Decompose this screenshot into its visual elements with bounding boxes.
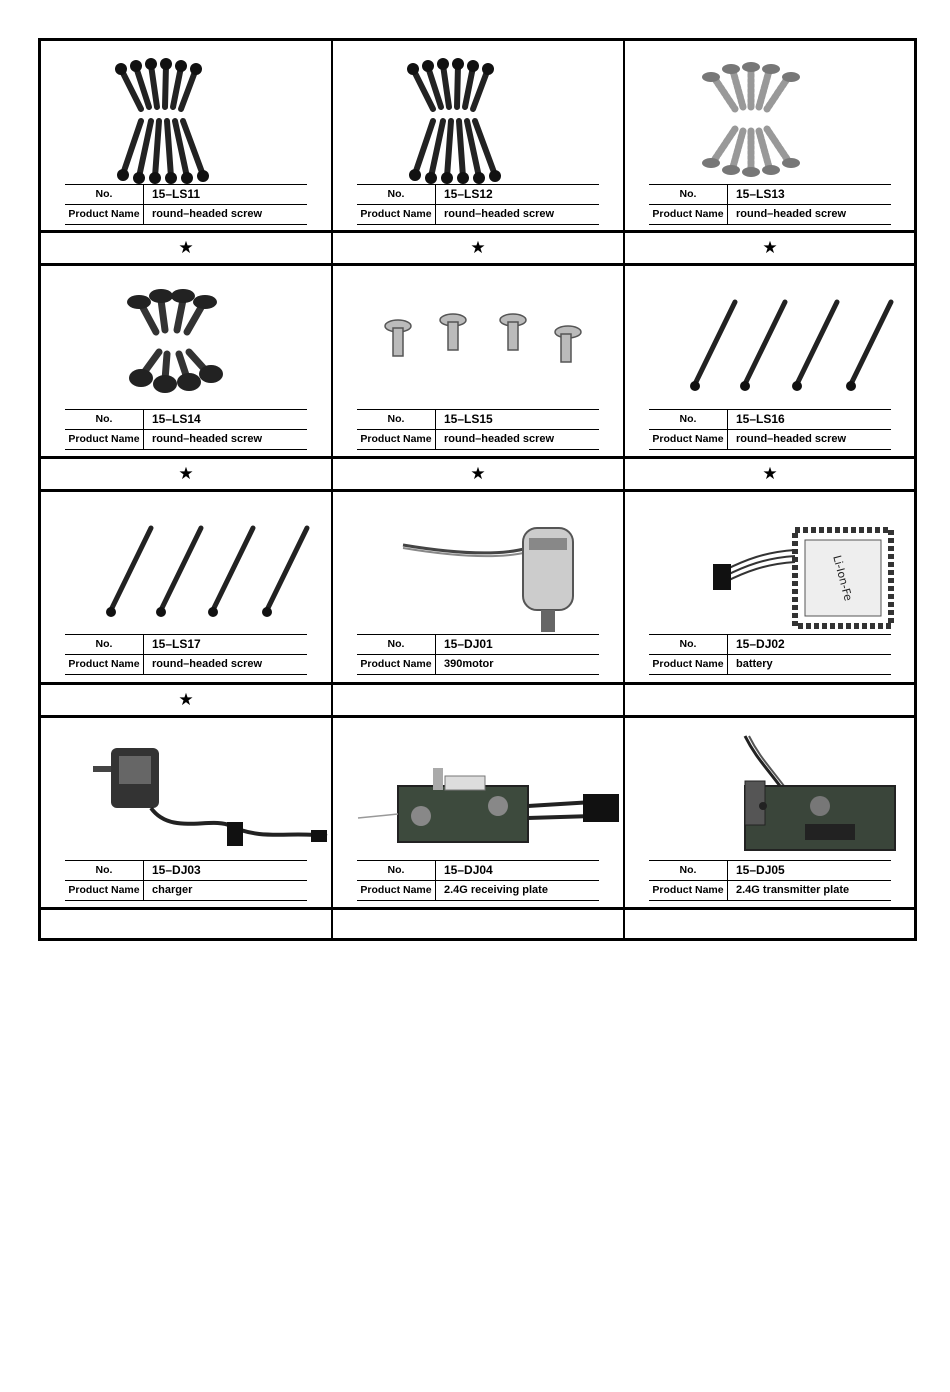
part-info <box>65 409 307 450</box>
part-cell <box>333 266 623 456</box>
part-number-row <box>65 634 307 655</box>
part-number-row <box>65 860 307 881</box>
part-cell <box>333 41 623 230</box>
part-number-value: 15–LS17 <box>152 637 201 651</box>
part-number-label: No. <box>387 188 405 200</box>
priority-star-icon: ★ <box>178 690 194 709</box>
priority-star-icon: ★ <box>762 238 778 257</box>
product-name-value: 2.4G transmitter plate <box>736 884 850 896</box>
part-cell <box>41 718 331 907</box>
part-number-value: 15–LS16 <box>736 412 785 426</box>
part-cell <box>625 718 915 907</box>
product-name-label: Product Name <box>68 658 140 670</box>
product-name-value: round–headed screw <box>736 433 847 445</box>
part-info <box>357 860 599 901</box>
product-name-label: Product Name <box>68 208 140 220</box>
screw-cluster-black-icon <box>61 49 331 185</box>
part-number-row <box>649 860 891 881</box>
product-name-label: Product Name <box>360 433 432 445</box>
product-name-value: round–headed screw <box>444 208 555 220</box>
part-number-row <box>649 184 891 205</box>
part-number-row <box>357 860 599 881</box>
product-name-row <box>65 655 307 675</box>
part-number-row <box>357 184 599 205</box>
part-number-row <box>357 634 599 655</box>
product-name-value: battery <box>736 658 773 670</box>
part-number-value: 15–LS12 <box>444 187 493 201</box>
product-name-label: Product Name <box>360 208 432 220</box>
product-name-label: Product Name <box>68 433 140 445</box>
part-cell <box>41 492 331 682</box>
part-number-label: No. <box>95 864 113 876</box>
part-number-value: 15–LS13 <box>736 187 785 201</box>
priority-star-icon: ★ <box>470 464 486 483</box>
row-divider <box>41 907 914 910</box>
part-number-value: 15–LS14 <box>152 412 201 426</box>
row-divider <box>41 682 914 685</box>
product-name-row <box>65 205 307 225</box>
part-number-value: 15–DJ05 <box>736 863 785 877</box>
part-number-value: 15–DJ04 <box>444 863 493 877</box>
part-number-value: 15–DJ02 <box>736 637 785 651</box>
priority-star-icon: ★ <box>178 238 194 257</box>
part-cell <box>625 492 915 682</box>
product-name-value: 390motor <box>444 658 494 670</box>
product-name-row <box>649 655 891 675</box>
part-info <box>65 634 307 675</box>
part-number-label: No. <box>387 638 405 650</box>
row-divider <box>41 456 914 459</box>
part-number-value: 15–DJ01 <box>444 637 493 651</box>
part-info <box>649 634 891 675</box>
charger-icon <box>61 726 331 862</box>
product-name-value: round–headed screw <box>152 208 263 220</box>
part-cell <box>41 41 331 230</box>
row-divider <box>41 230 914 233</box>
product-name-row <box>649 881 891 901</box>
part-number-label: No. <box>679 864 697 876</box>
part-number-value: 15–LS15 <box>444 412 493 426</box>
part-info <box>357 409 599 450</box>
product-name-row <box>357 655 599 675</box>
long-screws-icon <box>645 274 915 410</box>
part-info <box>649 184 891 225</box>
part-number-label: No. <box>95 413 113 425</box>
product-name-label: Product Name <box>68 884 140 896</box>
part-info <box>357 184 599 225</box>
silver-flange-screws-icon <box>353 274 623 410</box>
part-number-label: No. <box>95 188 113 200</box>
svg-text:Li-Ion-Fe: Li-Ion-Fe <box>830 553 855 603</box>
part-cell <box>625 41 915 230</box>
screw-cluster-black-icon <box>353 49 623 185</box>
product-name-row <box>649 205 891 225</box>
part-cell <box>333 718 623 907</box>
product-name-value: round–headed screw <box>444 433 555 445</box>
product-name-label: Product Name <box>652 884 724 896</box>
transmitter-board-icon <box>645 726 915 862</box>
product-name-label: Product Name <box>360 658 432 670</box>
part-info <box>65 860 307 901</box>
part-number-label: No. <box>95 638 113 650</box>
part-number-label: No. <box>679 413 697 425</box>
part-number-row <box>65 184 307 205</box>
product-name-value: charger <box>152 884 193 896</box>
product-name-value: round–headed screw <box>152 433 263 445</box>
product-name-value: 2.4G receiving plate <box>444 884 548 896</box>
part-number-label: No. <box>387 864 405 876</box>
part-number-label: No. <box>387 413 405 425</box>
part-number-row <box>357 409 599 430</box>
product-name-row <box>357 881 599 901</box>
part-number-value: 15–LS11 <box>152 187 201 201</box>
part-number-label: No. <box>679 638 697 650</box>
part-number-row <box>649 409 891 430</box>
product-name-row <box>649 430 891 450</box>
product-name-value: round–headed screw <box>736 208 847 220</box>
part-info <box>649 860 891 901</box>
part-info <box>357 634 599 675</box>
product-name-value: round–headed screw <box>152 658 263 670</box>
product-name-label: Product Name <box>652 658 724 670</box>
part-number-row <box>649 634 891 655</box>
part-number-value: 15–DJ03 <box>152 863 201 877</box>
product-name-row <box>357 205 599 225</box>
flange-screw-cluster-icon <box>61 274 331 410</box>
battery-icon <box>645 500 915 636</box>
product-name-row <box>65 881 307 901</box>
priority-star-icon: ★ <box>762 464 778 483</box>
part-number-row <box>65 409 307 430</box>
priority-star-icon: ★ <box>178 464 194 483</box>
screw-cluster-silver-icon <box>645 49 915 185</box>
product-name-label: Product Name <box>652 433 724 445</box>
motor-icon <box>353 500 623 636</box>
part-info <box>649 409 891 450</box>
product-name-row <box>357 430 599 450</box>
long-screws-icon <box>61 500 331 636</box>
part-cell <box>333 492 623 682</box>
product-name-label: Product Name <box>652 208 724 220</box>
parts-table <box>38 38 917 941</box>
part-number-label: No. <box>679 188 697 200</box>
part-info <box>65 184 307 225</box>
receiver-board-icon <box>353 726 623 862</box>
part-cell <box>41 266 331 456</box>
product-name-row <box>65 430 307 450</box>
product-name-label: Product Name <box>360 884 432 896</box>
priority-star-icon: ★ <box>470 238 486 257</box>
part-cell <box>625 266 915 456</box>
